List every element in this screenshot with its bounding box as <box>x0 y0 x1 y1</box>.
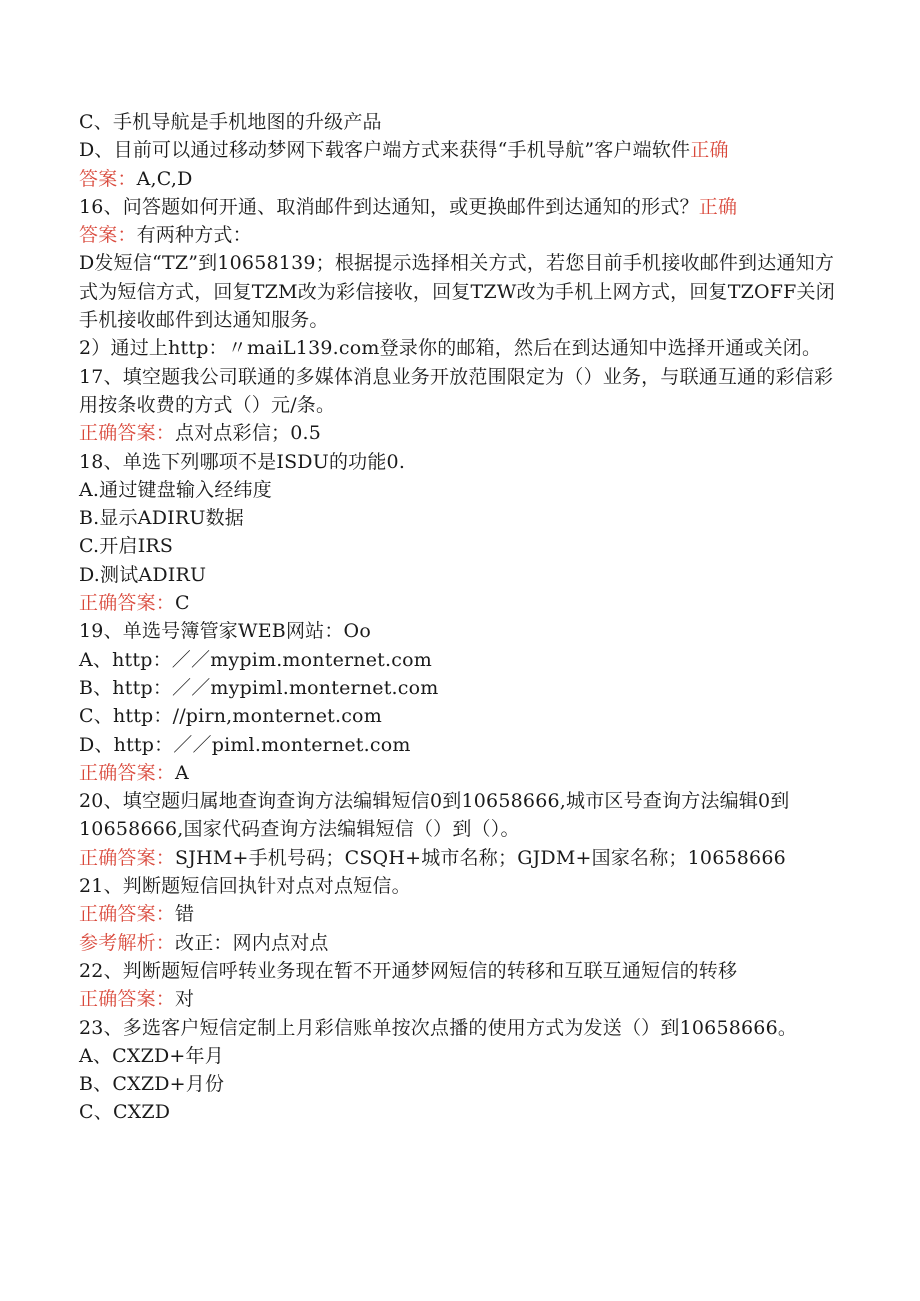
q20-answer <box>79 844 839 872</box>
answer-label-part2: 答案： <box>79 167 137 190</box>
q19-option-b: B、http：／／mypiml.monternet.com <box>79 676 439 699</box>
answer-label: 正确答案： <box>79 903 176 926</box>
q15-option-d-text: D、目前可以通过移动梦网下载客户端方式来获得“手机导航”客户端软件 <box>79 139 691 162</box>
q18-title: 18、单选下列哪项不是ISDU的功能0. <box>79 450 406 473</box>
q17-title: 17、填空题我公司联通的多媒体消息业务开放范围限定为（）业务，与联通互通的彩信彩用按条收费的方式（）元/条。 <box>79 365 834 416</box>
q22-answer-value: 对 <box>175 988 195 1011</box>
answer-label-part1: 正确 <box>698 195 738 218</box>
q18-option-a: A.通过键盘输入经纬度 <box>79 478 272 501</box>
q17-answer <box>79 419 839 447</box>
q16-title <box>79 193 839 221</box>
q15-answer <box>79 165 839 193</box>
q15-answer-value: A,C,D <box>136 167 193 190</box>
q23-option-a: A、CXZD+年月 <box>79 1044 224 1067</box>
q16-answer-value: 有两种方式： <box>136 224 252 247</box>
q19-title: 19、单选号簿管家WEB网站：Oo <box>79 620 371 643</box>
q18-answer-value: C <box>175 592 190 615</box>
q15-option-c: C、手机导航是手机地图的升级产品 <box>79 111 382 133</box>
document-page <box>79 108 839 1127</box>
q21-answer <box>79 900 839 928</box>
q20-answer-value: SJHM+手机号码；CSQH+城市名称；GJDM+国家名称；10658666 <box>175 846 786 869</box>
q18-option-d: D.测试ADIRU <box>79 563 207 586</box>
q19-option-c: C、http：//pirn,monternet.com <box>79 705 382 728</box>
q19-option-d: D、http：／／piml.monternet.com <box>79 733 411 756</box>
q21-title: 21、判断题短信回执针对点对点短信。 <box>79 875 411 898</box>
q16-answer <box>79 221 839 249</box>
q22-title: 22、判断题短信呼转业务现在暂不开通梦网短信的转移和互联互通短信的转移 <box>79 959 738 982</box>
analysis-label: 参考解析： <box>79 931 176 954</box>
answer-label: 正确答案： <box>79 592 176 615</box>
q23-option-b: B、CXZD+月份 <box>79 1073 225 1096</box>
q19-answer-value: A <box>175 761 189 784</box>
answer-label: 正确答案： <box>79 846 176 869</box>
q20-title: 20、填空题归属地查询查询方法编辑短信0到10658666,城市区号查询方法编辑0到10658666,国家代码查询方法编辑短信（）到（）。 <box>79 790 790 841</box>
q15-option-d <box>79 136 839 164</box>
q19-answer <box>79 759 839 787</box>
q18-answer <box>79 589 839 617</box>
q23-title: 23、多选客户短信定制上月彩信账单按次点播的使用方式为发送（）到10658666。 <box>79 1016 798 1039</box>
answer-label: 正确答案： <box>79 422 176 445</box>
q21-answer-value: 错 <box>175 903 195 926</box>
q17-answer-value: 点对点彩信；0.5 <box>175 422 322 445</box>
answer-label: 正确答案： <box>79 761 176 784</box>
answer-label: 正确答案： <box>79 988 176 1011</box>
q18-option-c: C.开启IRS <box>79 535 174 558</box>
q19-option-a: A、http：／／mypim.monternet.com <box>79 648 432 671</box>
answer-label-part2: 答案： <box>79 224 137 247</box>
q16-title-text: 16、问答题如何开通、取消邮件到达通知，或更换邮件到达通知的形式？ <box>79 195 699 218</box>
q16-body-paragraph-1: D发短信“TZ”到10658139；根据提示选择相关方式，若您目前手机接收邮件到达通知方式为短信方式，回复TZM改为彩信接收，回复TZW改为手机上网方式，回复TZOFF关闭手机接收邮件到达通知服务。 <box>79 252 835 332</box>
q18-option-b: B.显示ADIRU数据 <box>79 507 244 530</box>
q21-analysis-value: 改正：网内点对点 <box>175 931 329 954</box>
answer-label-part1: 正确 <box>690 139 729 162</box>
q16-body-paragraph-2: 2）通过上http：〃maiL139.com登录你的邮箱，然后在到达通知中选择开通或关闭。 <box>79 337 822 360</box>
q22-answer <box>79 985 839 1013</box>
q23-option-c: C、CXZD <box>79 1101 171 1124</box>
q21-analysis <box>79 929 839 957</box>
